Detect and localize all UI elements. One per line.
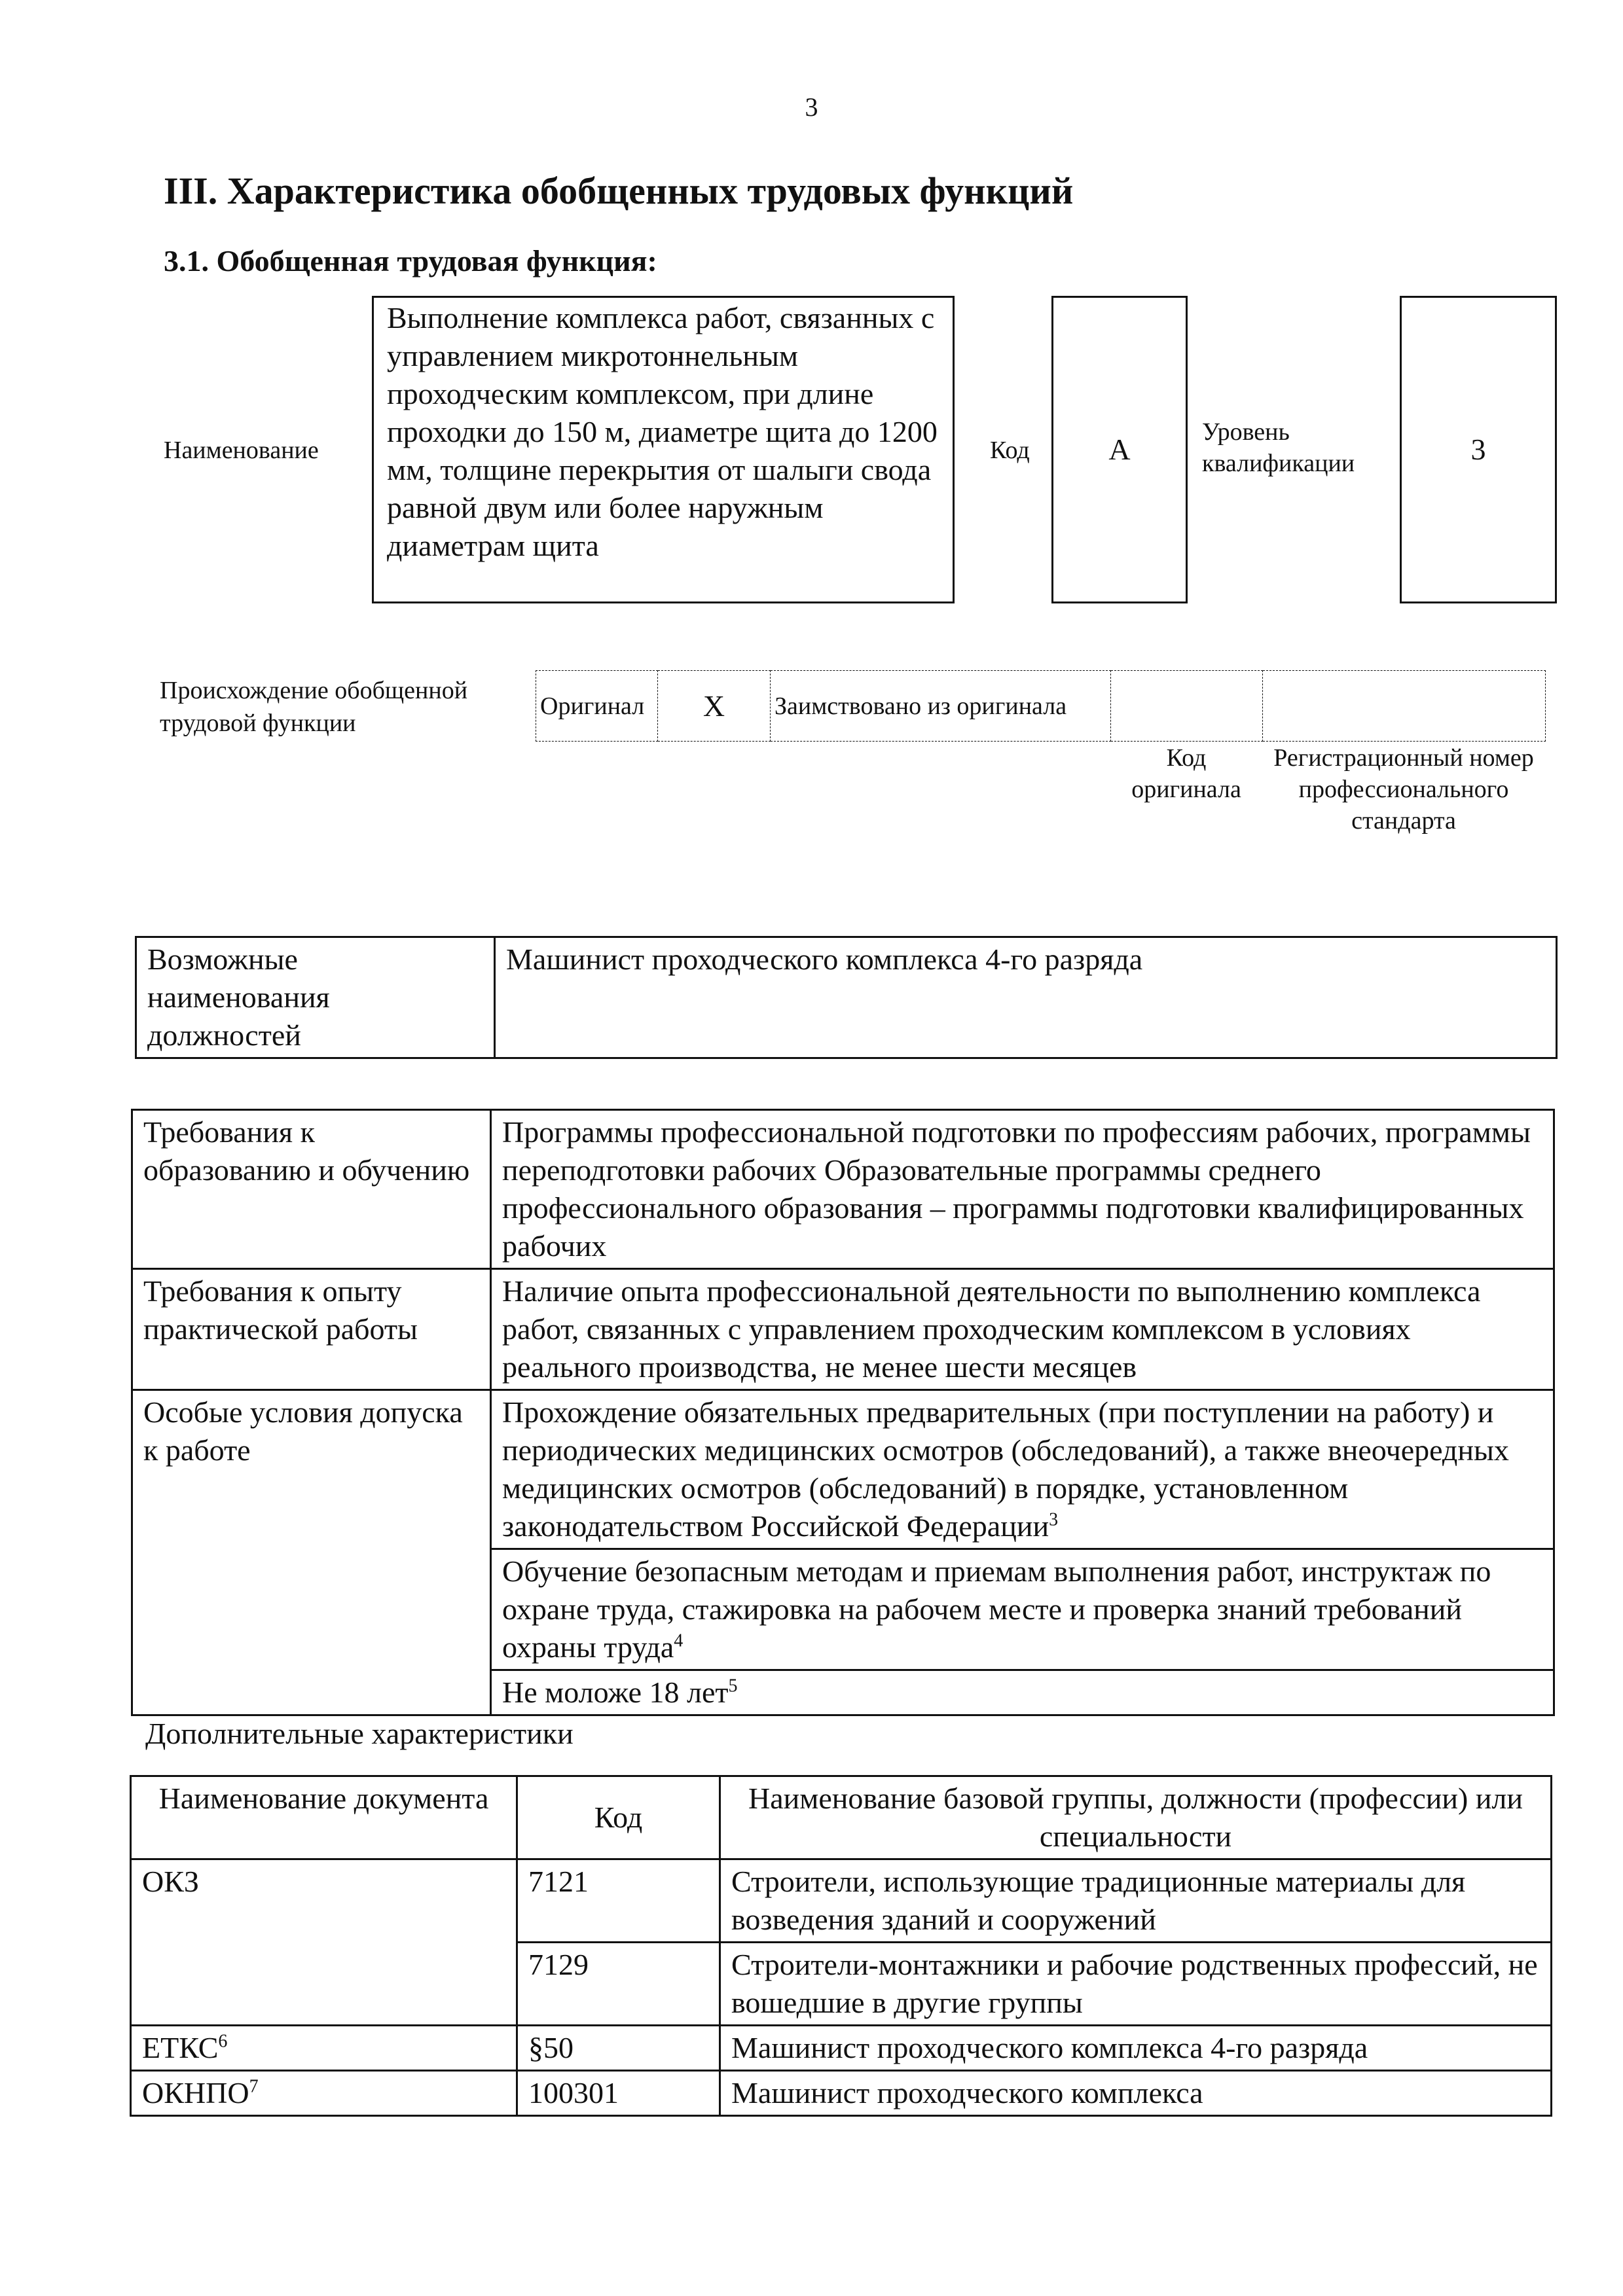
requirement-value xyxy=(491,1390,1554,1549)
name-cell: Машинист проходческого комплекса xyxy=(720,2071,1552,2116)
doc-cell xyxy=(131,2071,517,2116)
code-label: Код xyxy=(990,437,1030,464)
additional-title: Дополнительные характеристики xyxy=(145,1717,574,1750)
origin-code-cell xyxy=(1111,671,1263,742)
doc-cell: ОКЗ xyxy=(131,1859,517,2026)
origin-original-cell xyxy=(536,671,658,742)
subsection-title: 3.1. Обобщенная трудовая функция: xyxy=(164,244,657,278)
footnote-ref: 6 xyxy=(218,2031,228,2052)
requirement-label: Особые условия допуска к работе xyxy=(132,1390,491,1715)
page-number: 3 xyxy=(805,92,818,122)
requirement-value: Наличие опыта профессиональной деятельности по выполнению комплекса работ, связанных с управлением проходческим комплексом в условиях реального производства, не менее шести месяцев xyxy=(491,1269,1554,1390)
footnote-ref: 4 xyxy=(674,1630,684,1651)
header-doc: Наименование документа xyxy=(131,1776,517,1859)
requirement-value xyxy=(491,1549,1554,1670)
additional-row xyxy=(131,1859,1552,1943)
additional-row xyxy=(131,2071,1552,2116)
section-title: III. Характеристика обобщенных трудовых функций xyxy=(164,170,1074,212)
positions-label: Возможные наименования должностей xyxy=(136,937,495,1058)
requirement-row xyxy=(132,1110,1554,1269)
requirement-label: Требования к опыту практической работы xyxy=(132,1269,491,1390)
origin-original-label: Оригинал xyxy=(540,692,645,720)
level-box xyxy=(1400,296,1557,603)
doc-text: ОКНПО xyxy=(142,2076,249,2109)
function-name-box xyxy=(372,296,955,603)
doc-text: ЕТКС xyxy=(142,2031,219,2064)
footnote-ref: 5 xyxy=(728,1676,738,1696)
header-name: Наименование базовой группы, должности (профессии) или специальности xyxy=(720,1776,1552,1859)
function-name-value: Выполнение комплекса работ, связанных с управлением микротоннельным проходческим комплексом, при длине проходки до 150 м, диаметре щита до 1200 мм, толщине перекрытия от шалыги свода равной двум или более наружным диаметрам щита xyxy=(387,301,938,562)
requirement-text: Обучение безопасным методам и приемам выполнения работ, инструктаж по охране труда, стажировка на рабочем месте и проверка знаний требований охраны труда xyxy=(502,1554,1491,1664)
origin-borrowed-label: Заимствовано из оригинала xyxy=(775,692,1067,720)
origin-reg-caption: Регистрационный номер профессионального стандарта xyxy=(1273,744,1534,834)
code-cell: 100301 xyxy=(517,2071,720,2116)
origin-borrowed-cell xyxy=(771,671,1111,742)
code-cell: §50 xyxy=(517,2026,720,2071)
requirement-row xyxy=(132,1269,1554,1390)
positions-table xyxy=(135,936,1558,1059)
name-cell: Строители-монтажники и рабочие родственных профессий, не вошедшие в другие группы xyxy=(720,1943,1552,2026)
header-code: Код xyxy=(517,1776,720,1859)
origin-code-caption: Код оригинала xyxy=(1131,744,1241,803)
origin-reg-cell xyxy=(1263,671,1546,742)
name-cell: Машинист проходческого комплекса 4-го разряда xyxy=(720,2026,1552,2071)
origin-table xyxy=(536,670,1546,742)
additional-table xyxy=(130,1775,1552,2117)
origin-mark-cell xyxy=(658,671,771,742)
requirement-text: Прохождение обязательных предварительных (при поступлении на работу) и периодических медицинских осмотров (обследований), а также внеочередных медицинских осмотров (обследований) в порядке, установленном законодательством Российской Федерации xyxy=(502,1395,1509,1543)
requirements-table xyxy=(131,1109,1555,1716)
requirement-label: Требования к образованию и обучению xyxy=(132,1110,491,1269)
code-cell: 7121 xyxy=(517,1859,720,1943)
code-box xyxy=(1051,296,1188,603)
footnote-ref: 3 xyxy=(1049,1509,1059,1530)
name-label: Наименование xyxy=(164,437,319,464)
additional-row xyxy=(131,2026,1552,2071)
footnote-ref: 7 xyxy=(249,2076,259,2097)
requirement-text: Не моложе 18 лет xyxy=(502,1676,729,1709)
doc-cell xyxy=(131,2026,517,2071)
code-cell: 7129 xyxy=(517,1943,720,2026)
origin-label: Происхождение обобщенной трудовой функции xyxy=(160,677,468,737)
name-cell: Строители, использующие традиционные материалы для возведения зданий и сооружений xyxy=(720,1859,1552,1943)
level-label: Уровень квалификации xyxy=(1202,418,1355,477)
requirement-row xyxy=(132,1390,1554,1549)
level-value: 3 xyxy=(1470,433,1486,466)
positions-value: Машинист проходческого комплекса 4-го разряда xyxy=(495,937,1557,1058)
origin-mark: X xyxy=(702,689,725,723)
code-value: А xyxy=(1108,433,1131,466)
requirement-value: Программы профессиональной подготовки по профессиям рабочих, программы переподготовки рабочих Образовательные программы среднего профессионального образования – программы подготовки квалифицированных рабочих xyxy=(491,1110,1554,1269)
additional-header-row xyxy=(131,1776,1552,1859)
requirement-value xyxy=(491,1670,1554,1715)
